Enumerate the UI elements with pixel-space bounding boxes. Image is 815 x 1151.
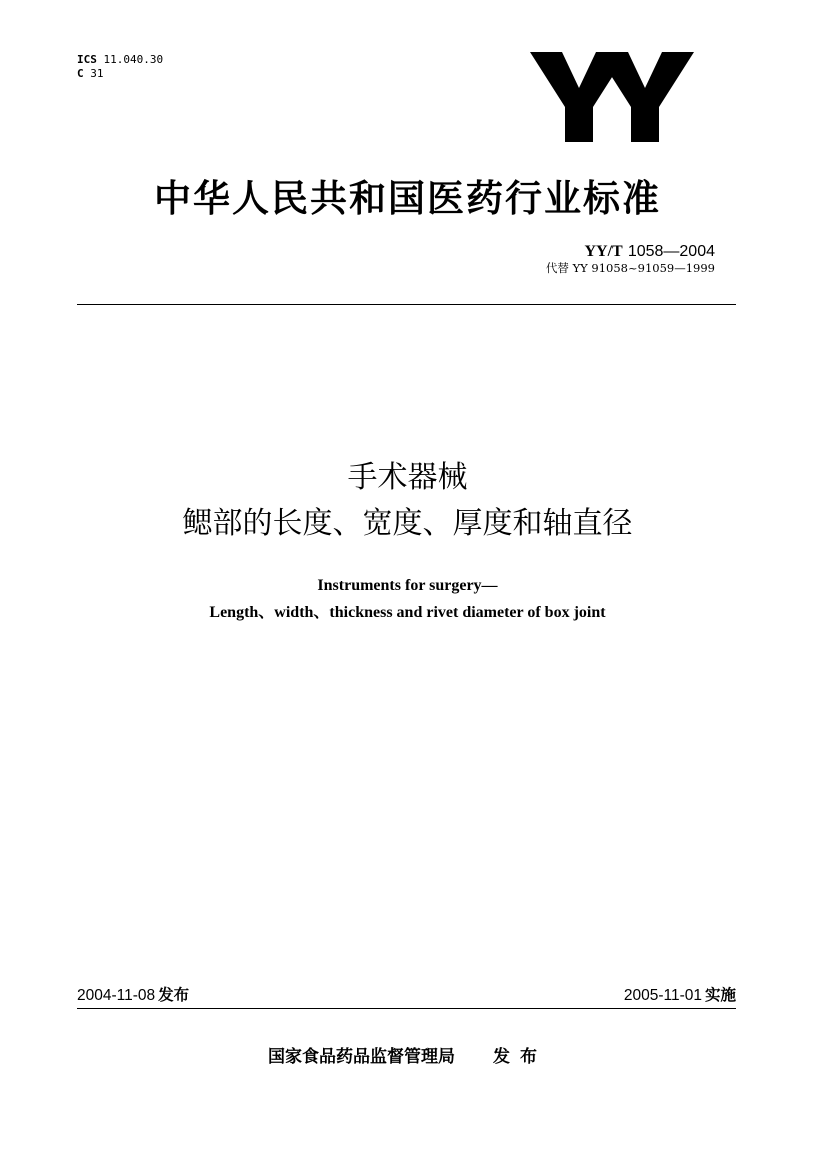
yy-logo [528, 52, 698, 148]
classification-codes [77, 53, 163, 81]
standard-category-title: 中华人民共和国医药行业标准 [154, 177, 661, 220]
footer-divider [77, 1008, 736, 1009]
document-title-cn-line2: 鳃部的长度、宽度、厚度和轴直径 [182, 506, 633, 541]
issuing-authority [0, 1045, 815, 1069]
publish-label: 发布 [493, 1047, 547, 1067]
standard-number-prefix: YY/T [584, 243, 623, 260]
ics-label: ICS [77, 53, 97, 66]
document-title-en-line2: Length、width、thickness and rivet diameter of box joint [209, 604, 606, 621]
document-title-en-line1: Instruments for surgery— [317, 577, 498, 594]
replaces-note: 代替 YY 91058~91059—1999 [545, 261, 715, 275]
ccs-line [77, 67, 163, 81]
document-title-cn-line1: 手术器械 [347, 460, 468, 495]
header-divider [77, 304, 736, 305]
implementation-date: 2005-11-01 [623, 987, 702, 1004]
implementation-label: 实施 [704, 986, 736, 1004]
standard-number-block [546, 242, 715, 276]
issue-date-block [77, 985, 189, 1006]
authority-name: 国家食品药品监督管理局 [268, 1047, 455, 1067]
ics-line [77, 53, 163, 67]
ics-code: 11.040.30 [103, 53, 164, 66]
implementation-date-block [624, 985, 736, 1006]
ccs-code: 31 [90, 67, 104, 80]
issue-date: 2004-11-08 [77, 987, 156, 1004]
standard-number-value: 1058—2004 [627, 243, 715, 260]
standard-number [546, 242, 715, 261]
issue-label: 发布 [158, 986, 190, 1004]
ccs-label: C [77, 67, 84, 80]
